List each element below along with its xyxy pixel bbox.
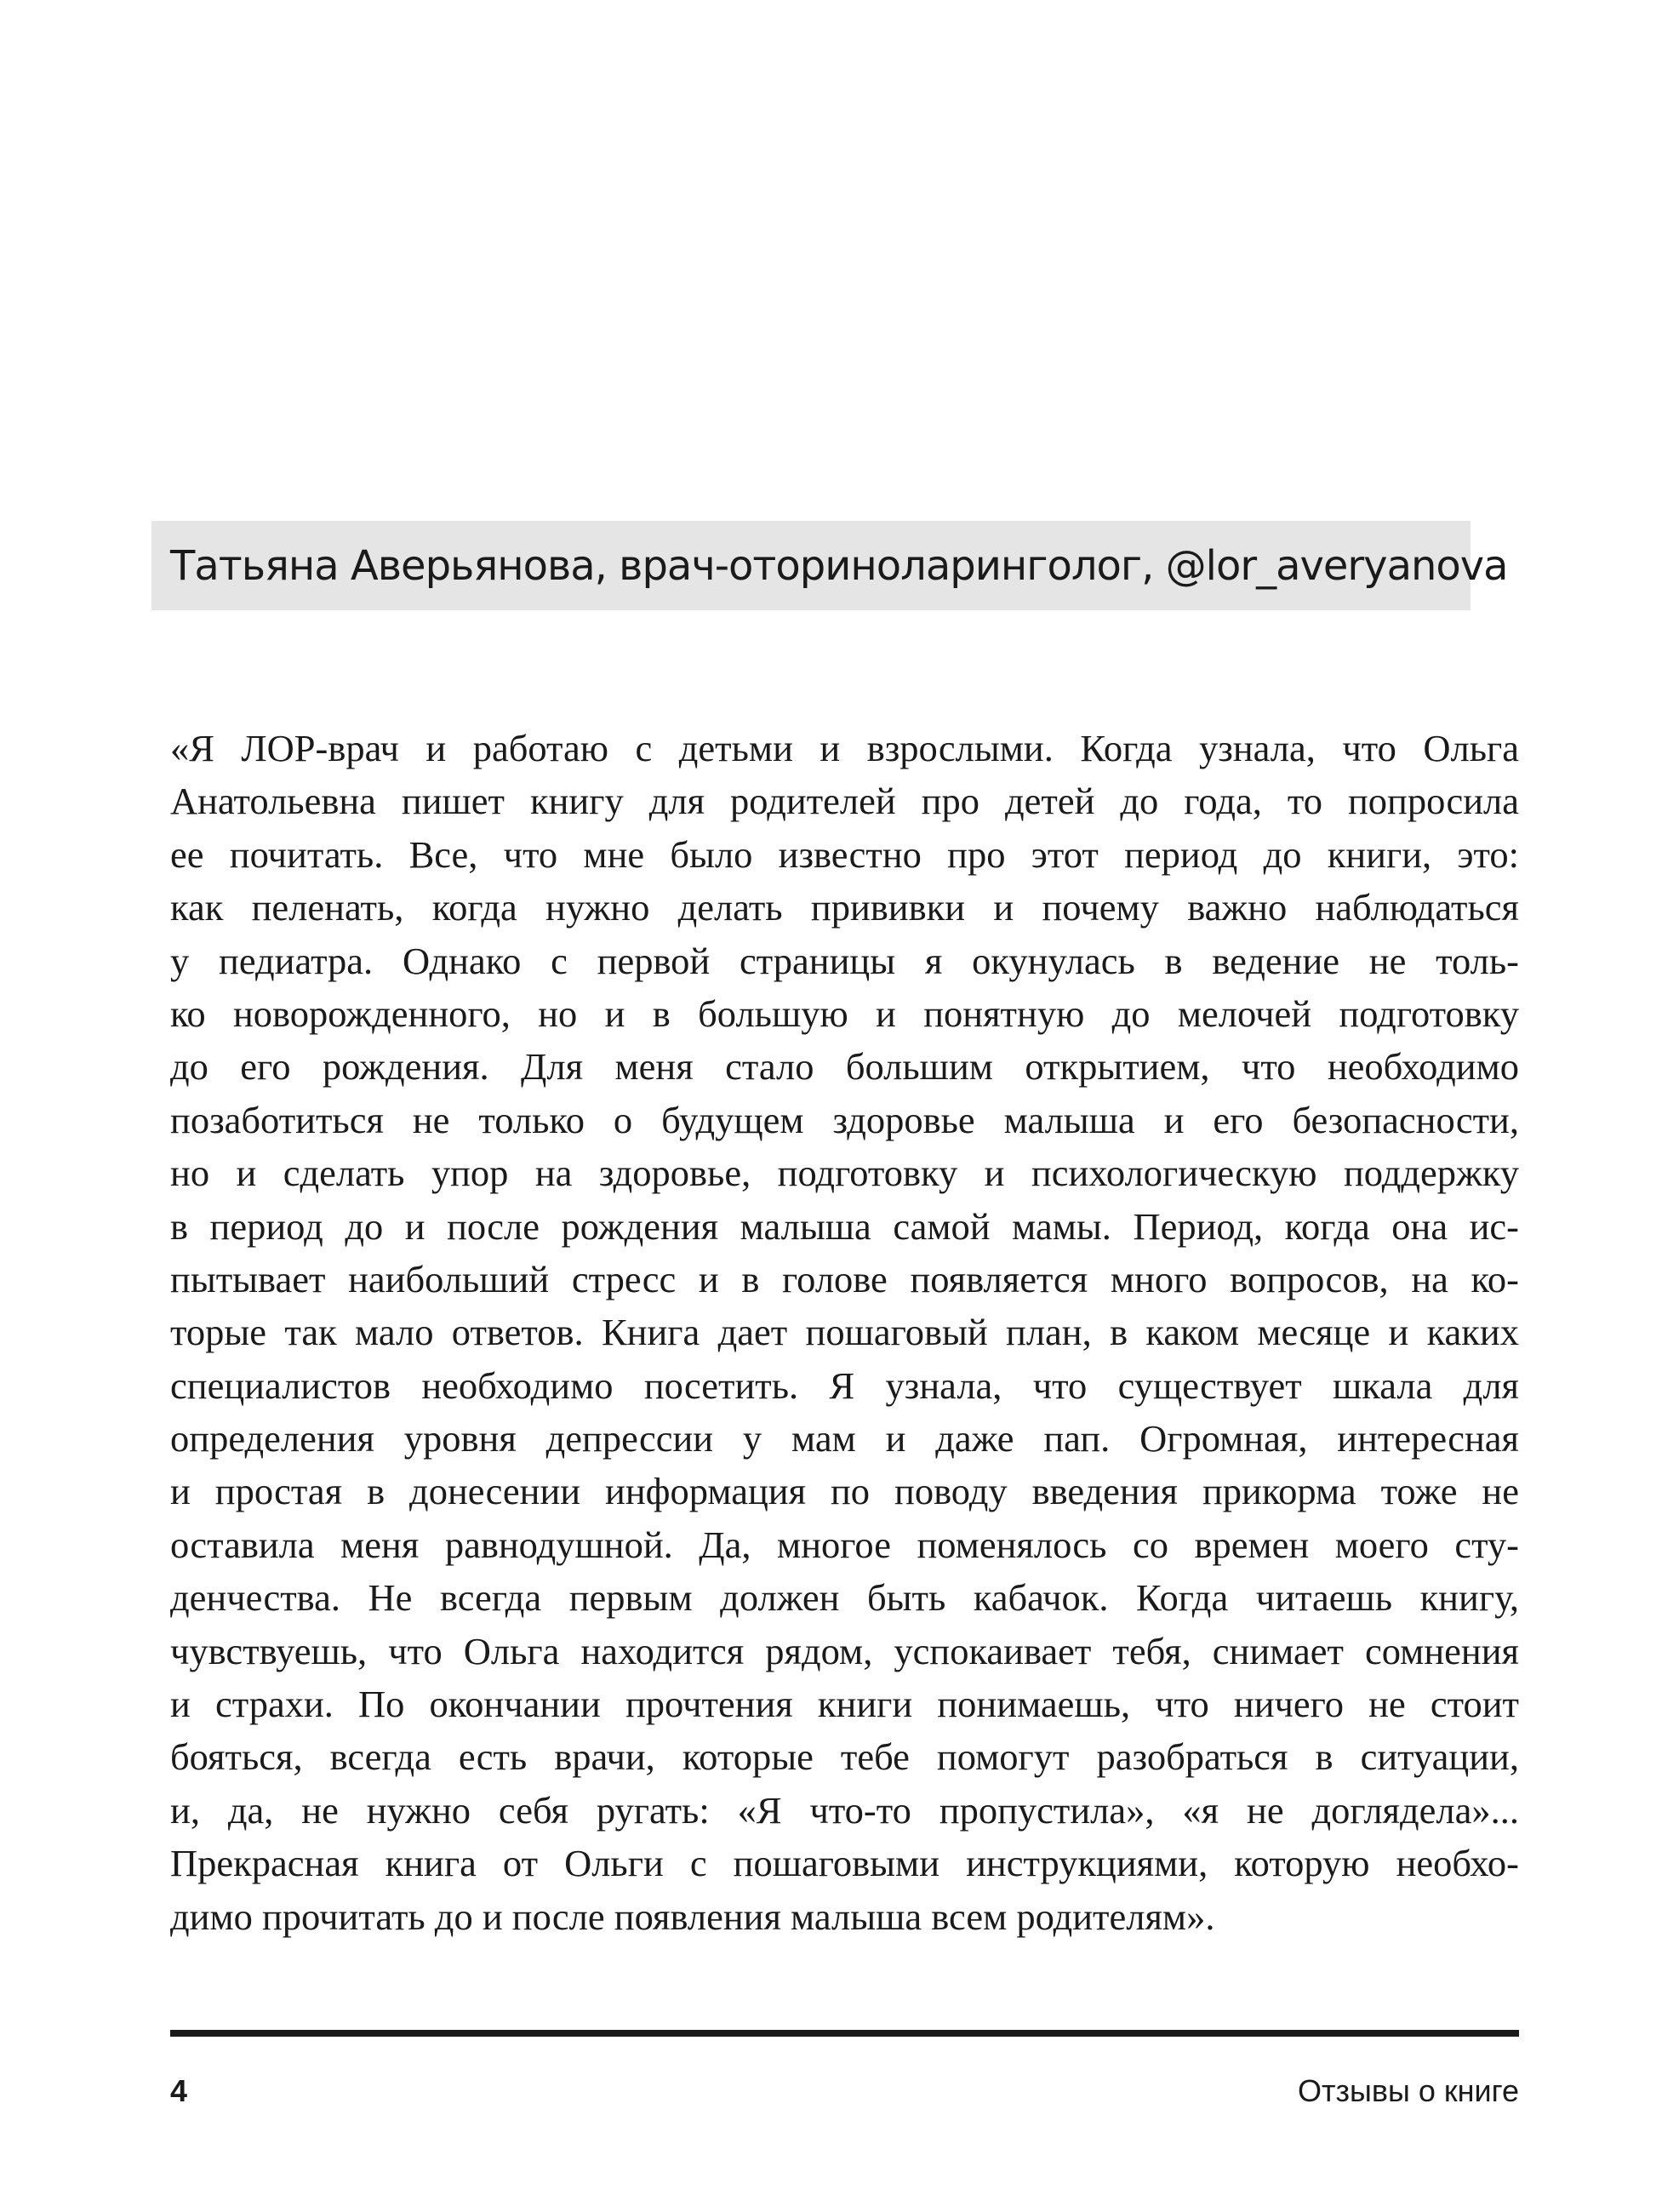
review-line: и, да, не нужно себя ругать: «Я что-то пропустила», «я не доглядела»...	[170, 1788, 1519, 1832]
footer-divider	[170, 2030, 1519, 2037]
review-line: ее почитать. Все, что мне было известно про этот период до книги, это:	[170, 832, 1519, 876]
review-line: определения уровня депрессии у мам и даже пап. Огромная, интересная	[170, 1417, 1519, 1460]
review-line: Анатольевна пишет книгу для родителей про детей до года, то попросила	[170, 780, 1519, 823]
review-line: димо прочитать до и после появления малыша всем родителям».	[170, 1895, 1215, 1938]
review-line: «Я ЛОР-врач и работаю с детьми и взрослыми. Когда узнала, что Ольга	[170, 727, 1519, 769]
review-line: денчества. Не всегда первым должен быть кабачок. Когда читаешь книгу,	[170, 1576, 1519, 1620]
review-line: специалистов необходимо посетить. Я узнала, что существует шкала для	[170, 1363, 1519, 1407]
review-line: Прекрасная книга от Ольги с пошаговыми инструкциями, которую необхо-	[170, 1842, 1519, 1885]
section-title: Отзывы о книге	[1298, 2073, 1519, 2108]
author-banner	[151, 521, 1508, 610]
review-line: но и сделать упор на здоровье, подготовку и психологическую поддержку	[170, 1152, 1519, 1195]
review-line: и простая в донесении информация по поводу введения прикорма тоже не	[170, 1470, 1519, 1513]
review-line: торые так мало ответов. Книга дает пошаговый план, в каком месяце и каких	[170, 1311, 1519, 1354]
review-line: оставила меня равнодушной. Да, многое поменялось со времен моего сту-	[170, 1523, 1519, 1566]
review-line: бояться, всегда есть врачи, которые тебе помогут разобраться в ситуации,	[170, 1735, 1519, 1779]
review-line: чувствуешь, что Ольга находится рядом, успокаивает тебя, снимает сомнения	[170, 1629, 1519, 1672]
review-line: у педиатра. Однако с первой страницы я окунулась в ведение не толь-	[170, 939, 1519, 982]
author-credit: Татьяна Аверьянова, врач-оториноларинголог, @lor_averyanova	[170, 541, 1508, 590]
review-line: как пеленать, когда нужно делать прививки и почему важно наблюдаться	[170, 886, 1519, 929]
review-line: ко новорожденного, но и в большую и понятную до мелочей подготовку	[170, 992, 1519, 1035]
review-text	[170, 722, 1519, 1943]
page-number: 4	[170, 2073, 188, 2108]
review-line: и страхи. По окончании прочтения книги понимаешь, что ничего не стоит	[170, 1683, 1519, 1726]
review-line: позаботиться не только о будущем здоровье малыша и его безопасности,	[170, 1098, 1519, 1141]
review-line: в период до и после рождения малыша самой мамы. Период, когда она ис-	[170, 1204, 1519, 1248]
review-line: до его рождения. Для меня стало большим открытием, что необходимо	[170, 1045, 1519, 1089]
review-line: пытывает наибольший стресс и в голове появляется много вопросов, на ко-	[170, 1257, 1519, 1300]
